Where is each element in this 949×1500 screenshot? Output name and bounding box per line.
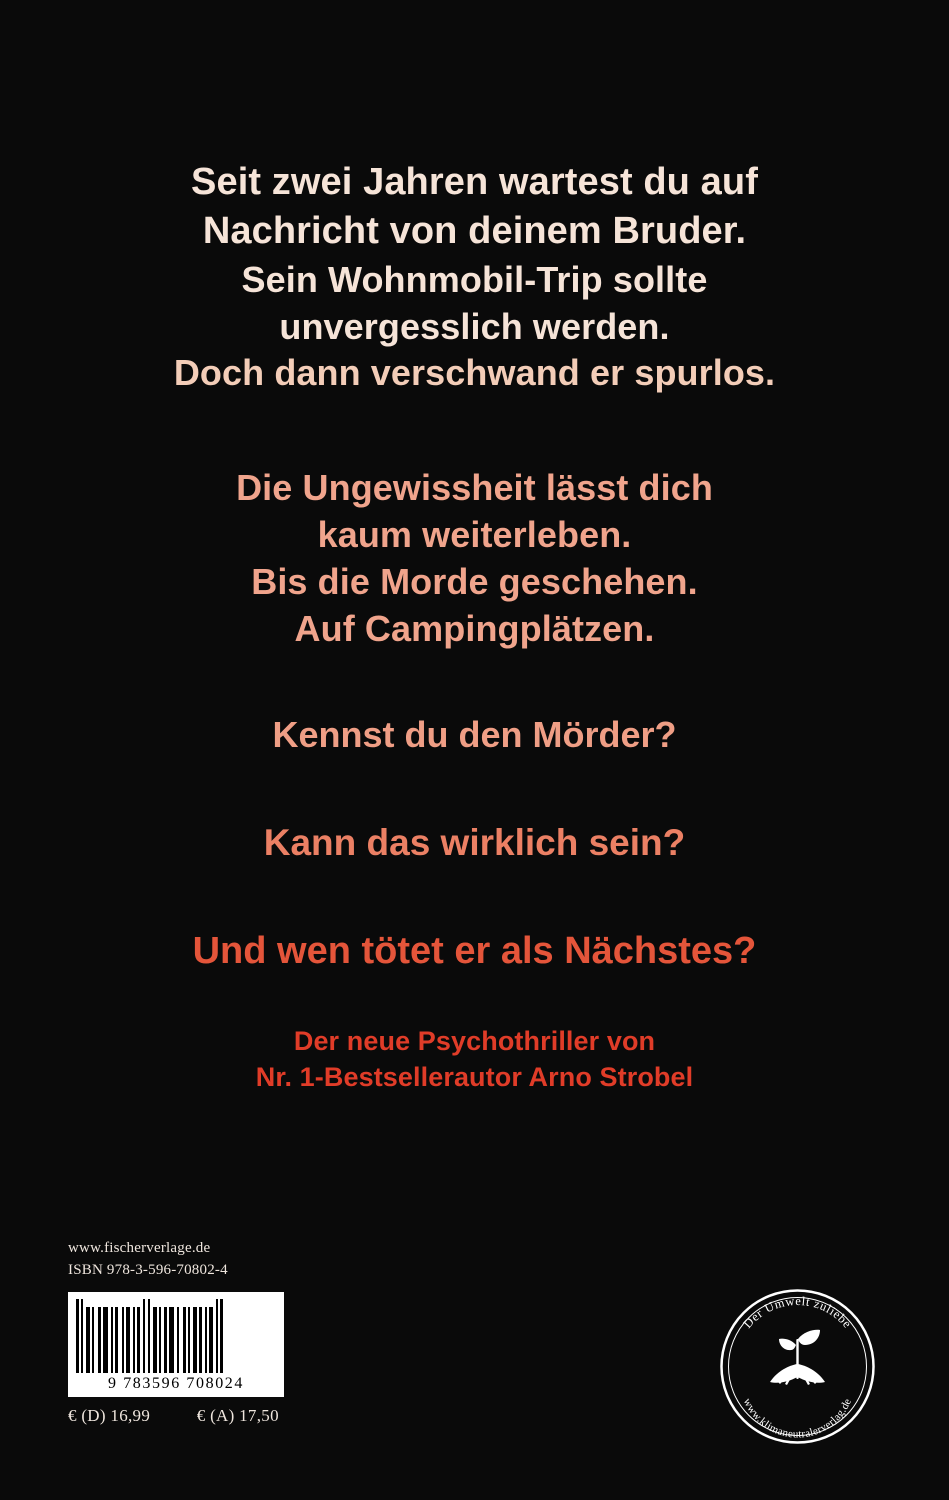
price-austria: € (A) 17,50 bbox=[196, 1405, 279, 1425]
blurb-questions bbox=[0, 712, 949, 976]
blurb-question: Kennst du den Mörder? bbox=[272, 714, 677, 756]
isbn-text: ISBN 978-3-596-70802-4 bbox=[68, 1261, 228, 1278]
blurb-line: Auf Campingplätzen. bbox=[294, 607, 655, 649]
blurb-line: Bis die Morde geschehen. bbox=[251, 560, 698, 602]
blurb-line: unvergesslich werden. bbox=[279, 305, 670, 347]
tagline-block bbox=[0, 1023, 949, 1096]
blurb-line: kaum weiterleben. bbox=[317, 513, 632, 555]
blurb-line: Doch dann verschwand er spurlos. bbox=[173, 352, 776, 394]
blurb-question: Kann das wirklich sein? bbox=[263, 822, 686, 864]
tagline-line: Der neue Psychothriller von bbox=[293, 1025, 656, 1056]
blurb-block bbox=[0, 158, 949, 1096]
blurb-line: Sein Wohnmobil-Trip sollte bbox=[241, 258, 708, 300]
blurb-question: Und wen tötet er als Nächstes? bbox=[192, 930, 757, 973]
blurb-paragraph-1 bbox=[0, 158, 949, 397]
blurb-line: Nachricht von deinem Bruder. bbox=[202, 210, 747, 253]
blurb-line: Seit zwei Jahren wartest du auf bbox=[191, 161, 758, 203]
climate-neutral-seal-icon bbox=[716, 1285, 879, 1448]
tagline-line: Nr. 1-Bestsellerautor Arno Strobel bbox=[255, 1062, 694, 1093]
blurb-line: Die Ungewissheit lässt dich bbox=[236, 467, 713, 509]
publisher-website[interactable]: www.fischerverlage.de bbox=[68, 1240, 211, 1256]
svg-text:Der Umwelt zuliebe: Der Umwelt zuliebe bbox=[740, 1293, 855, 1331]
price-germany: € (D) 16,99 bbox=[68, 1405, 151, 1425]
barcode-digits: 9 783596 708024 bbox=[108, 1374, 244, 1392]
barcode-bars bbox=[76, 1299, 276, 1373]
blurb-paragraph-2 bbox=[0, 465, 949, 652]
svg-text:www.klimaneutralerverlag.de: www.klimaneutralerverlag.de bbox=[740, 1396, 855, 1441]
barcode bbox=[68, 1292, 284, 1397]
